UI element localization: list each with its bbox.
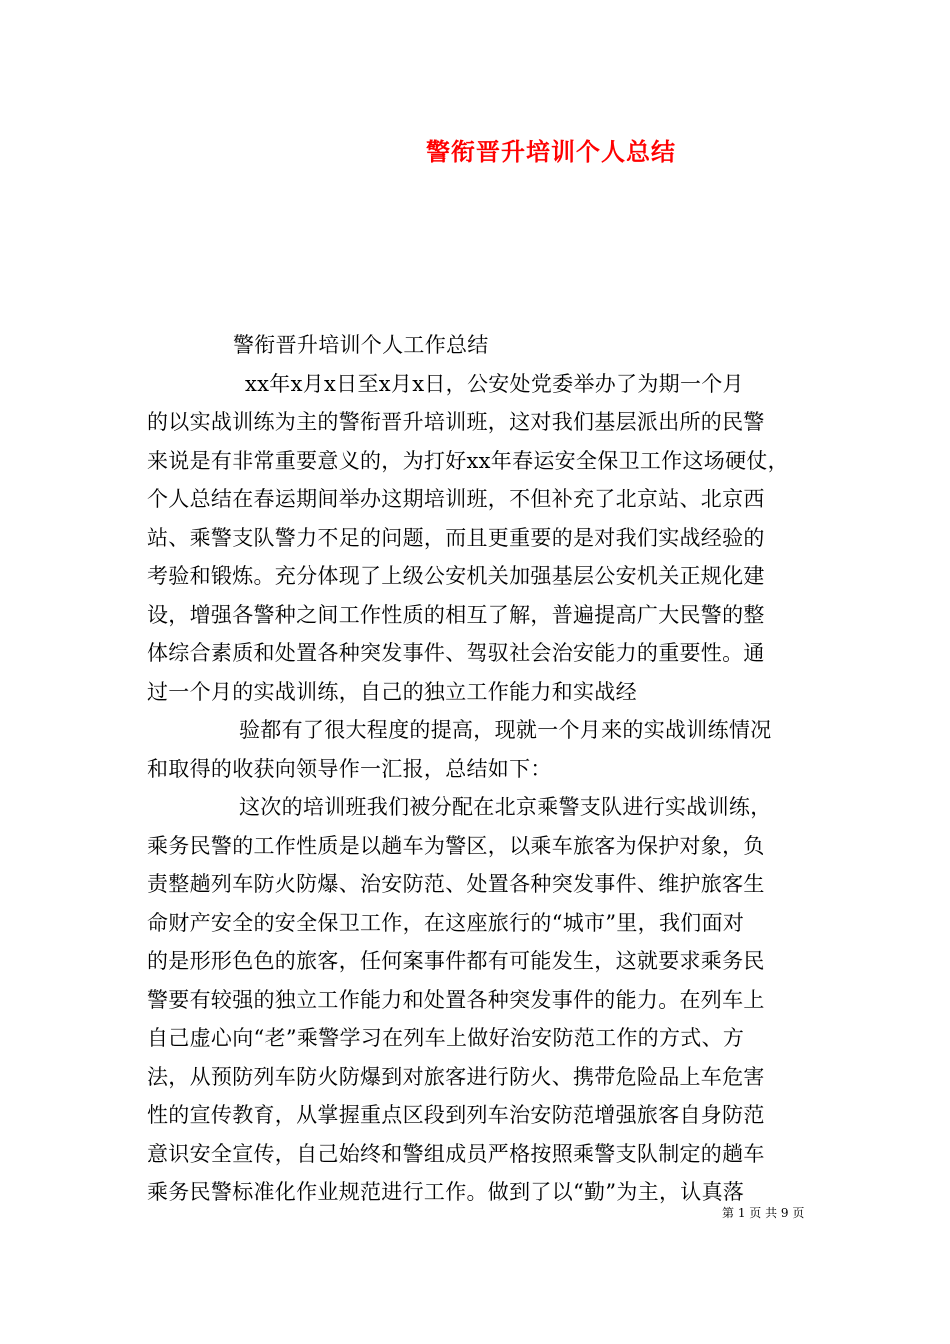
- paragraph-line: 过一个月的实战训练，自己的独立工作能力和实战经: [147, 679, 637, 704]
- paragraph-line: 意识安全宣传，自己始终和警组成员严格按照乘警支队制定的趟车: [147, 1141, 765, 1166]
- paragraph-line: 乘务民警标准化作业规范进行工作。做到了以“勤”为主，认真落: [147, 1180, 745, 1204]
- paragraph-line: 命财产安全的安全保卫工作，在这座旅行的“城市”里，我们面对: [147, 910, 745, 935]
- paragraph-line: 警衔晋升培训个人工作总结: [233, 333, 489, 357]
- paragraph-line: 乘务民警的工作性质是以趟车为警区，以乘车旅客为保护对象，负: [147, 833, 765, 858]
- paragraph-line: 体综合素质和处置各种突发事件、驾驭社会治安能力的重要性。通: [147, 641, 765, 665]
- paragraph-line: 警要有较强的独立工作能力和处置各种突发事件的能力。在列车上: [147, 987, 765, 1012]
- paragraph-line: 验都有了很大程度的提高，现就一个月来的实战训练情况: [239, 718, 772, 742]
- paragraph-line: 性的宣传教育，从掌握重点区段到列车治安防范增强旅客自身防范: [147, 1103, 765, 1127]
- paragraph-line: 法，从预防列车防火防爆到对旅客进行防火、携带危险品上车危害: [147, 1064, 765, 1089]
- paragraph-line: 的是形形色色的旅客，任何案事件都有可能发生，这就要求乘务民: [147, 949, 765, 973]
- paragraph-line: 设，增强各警种之间工作性质的相互了解，普遍提高广大民警的整: [147, 602, 765, 627]
- paragraph-line: xx年x月x日至x月x日，公安处党委举办了为期一个月: [245, 371, 744, 396]
- document-title: 警衔晋升培训个人总结: [426, 137, 676, 166]
- paragraph-line: 来说是有非常重要意义的，为打好xx年春运安全保卫工作这场硬仗，: [147, 448, 789, 473]
- paragraph-line: 和取得的收获向领导作一汇报，总结如下：: [147, 756, 552, 781]
- paragraph-line: 这次的培训班我们被分配在北京乘警支队进行实战训练，: [239, 795, 772, 819]
- paragraph-line: 自己虚心向“老”乘警学习在列车上做好治安防范工作的方式、方: [147, 1026, 745, 1050]
- paragraph-line: 站、乘警支队警力不足的问题，而且更重要的是对我们实战经验的: [147, 525, 765, 550]
- page-number: 第 1 页 共 9 页: [722, 1206, 805, 1220]
- paragraph-line: 个人总结在春运期间举办这期培训班，不但补充了北京站、北京西: [147, 487, 765, 511]
- paragraph-line: 考验和锻炼。充分体现了上级公安机关加强基层公安机关正规化建: [147, 564, 765, 588]
- paragraph-line: 责整趟列车防火防爆、治安防范、处置各种突发事件、维护旅客生: [147, 872, 765, 896]
- document-body: [147, 326, 827, 1212]
- paragraph-line: 的以实战训练为主的警衔晋升培训班，这对我们基层派出所的民警: [147, 410, 765, 434]
